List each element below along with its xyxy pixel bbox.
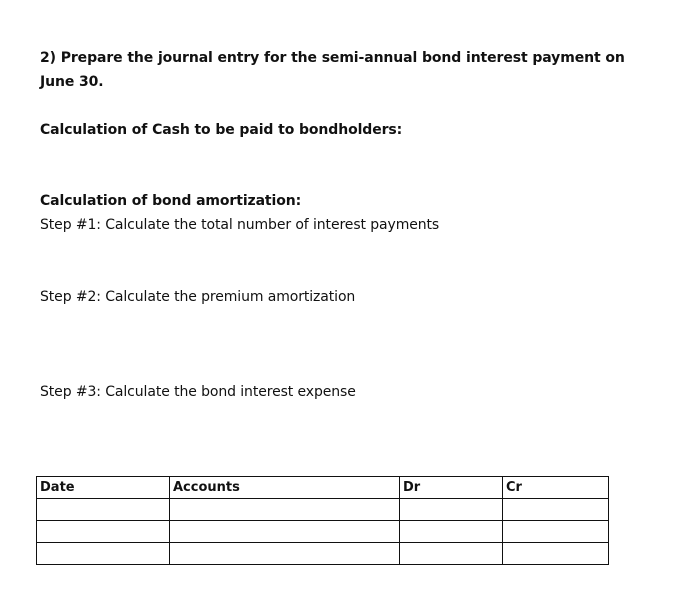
table-cell-cr xyxy=(503,499,609,521)
table-cell-cr xyxy=(503,543,609,565)
table-row xyxy=(37,543,609,565)
question-text-line-2: June 30. xyxy=(40,74,104,90)
amortization-heading: Calculation of bond amortization: xyxy=(40,193,302,209)
cash-calculation-heading: Calculation of Cash to be paid to bondholders: xyxy=(40,122,403,138)
table-cell-accounts xyxy=(170,543,400,565)
table-cell-date xyxy=(37,543,170,565)
header-accounts: Accounts xyxy=(170,477,400,499)
header-cr: Cr xyxy=(503,477,609,499)
step-1-text: Step #1: Calculate the total number of interest payments xyxy=(40,217,440,233)
table-cell-dr xyxy=(400,521,503,543)
header-date: Date xyxy=(37,477,170,499)
table-cell-date xyxy=(37,499,170,521)
header-dr: Dr xyxy=(400,477,503,499)
table-cell-accounts xyxy=(170,499,400,521)
step-3-text: Step #3: Calculate the bond interest expense xyxy=(40,384,356,400)
table-row xyxy=(37,521,609,543)
question-text-line-1: 2) Prepare the journal entry for the semi-annual bond interest payment on xyxy=(40,50,625,66)
table-header-row xyxy=(37,477,609,499)
table-cell-date xyxy=(37,521,170,543)
journal-entry-table xyxy=(36,476,609,565)
table-cell-accounts xyxy=(170,521,400,543)
step-2-text: Step #2: Calculate the premium amortization xyxy=(40,289,356,305)
table-cell-dr xyxy=(400,543,503,565)
table-cell-cr xyxy=(503,521,609,543)
table-cell-dr xyxy=(400,499,503,521)
table-row xyxy=(37,499,609,521)
